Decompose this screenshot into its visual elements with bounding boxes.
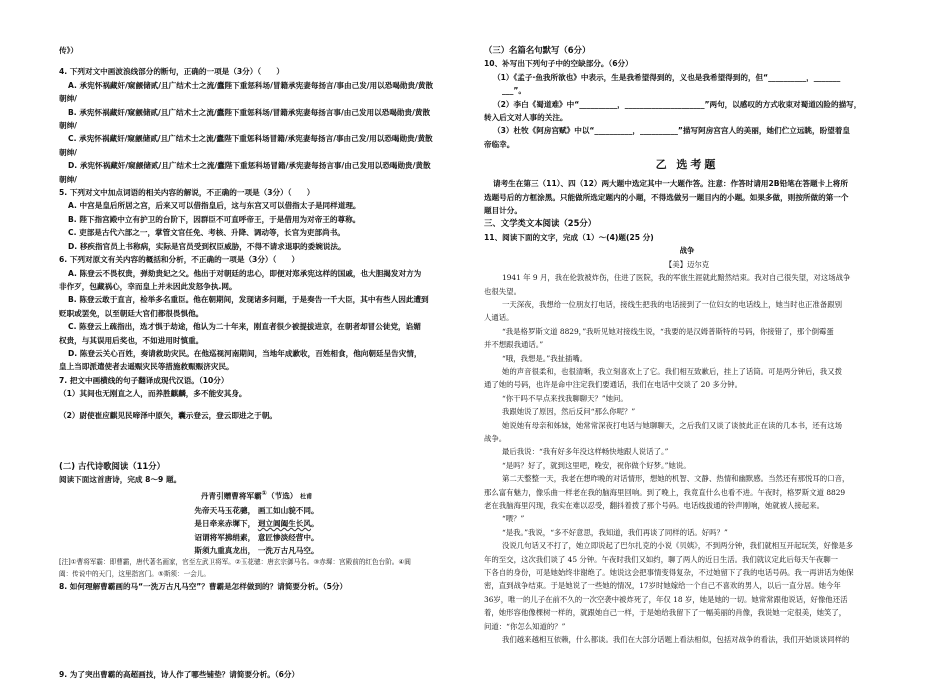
q5-option-b: B. 陛下指宫殿中立有护卫的台阶下，因群臣不可直呼帝王，于是借用为对帝王的尊称。 xyxy=(68,214,361,224)
story-line: 第二天整整一天，我老在想昨晚的对话情形，想她的机智、文静、热情和幽默感。当然还有那悦耳的口音， xyxy=(502,474,850,484)
poem-title-text: 丹青引赠曹将军霸 xyxy=(200,491,262,501)
q6-option-c-cont: 权贵，与其误用后奖也，不如进用时慎重。 xyxy=(59,335,204,345)
story-line: 老在我脑海里闪现，我实在难以忍受，翻抖着拨了那个号码。电话线拔通的铃声刚响，她就被人接起来。 xyxy=(484,501,824,510)
q4-option-c: C. 承宪怀祸藏奸/窥觎储贰/且广结术士之流/蠹陛下重惩科场冒籍/承宪妻每扬言/事由己发/用以恐喝勋贵/黄散 xyxy=(68,134,433,144)
top-line: 传》） xyxy=(59,46,78,55)
story-paragraph xyxy=(484,512,890,525)
dictation-item-1: （1）《孟子·鱼我所欲也》中表示，生是我希望得到的，义也是我希望得到的，但“__________，_______ xyxy=(493,72,841,82)
story-line: 着，她形容他像棵树一样的，就跟她自己一样，于是她给我留下了一幅美丽的肖像，我说她一定很美，她笑了， xyxy=(484,608,847,618)
story-line: 最后我说：“我有好多年没这样畅快地跟人说话了。” xyxy=(502,447,669,457)
q5-option-a: A. 中宫是皇后所居之宫，后来又可以借指皇后，这与东宫又可以借指太子是同样道理。 xyxy=(68,201,361,211)
question-8: 8. 如何理解曹霸画的马“一洗万古凡马空”？曹霸是怎样做到的？请简要分析。（5分） xyxy=(59,582,348,592)
question-9: 9. 为了突出曹霸的高超画技，诗人作了哪些铺垫？请简要分析。（6分） xyxy=(59,669,300,679)
story-line: “喂？” xyxy=(502,514,525,524)
story-paragraph xyxy=(484,633,890,646)
poetry-intro: 阅读下面这首唐诗，完成 8～9 题。 xyxy=(59,475,182,485)
poem-line-pair-1: 先帝天马玉花骢， 画工如山貌不同。 xyxy=(194,505,319,515)
poetry-heading: (二) 古代诗歌阅读（11分） xyxy=(59,460,165,471)
story-line: “哦，我想是。”我扯插嘴。 xyxy=(502,353,588,363)
question-4 xyxy=(59,65,454,186)
story-paragraph xyxy=(484,365,890,392)
story-line: “你干吗不早点来找我聊聊天？”她问。 xyxy=(502,393,628,403)
dictation-item-3-cont: 帝临幸。 xyxy=(484,139,515,149)
poem-author: 杜甫 xyxy=(300,493,313,501)
q4-option-b-cont: 朝绅/ xyxy=(59,121,77,131)
story-title: 战争 xyxy=(679,246,695,256)
question-7 xyxy=(59,374,454,422)
story-paragraph xyxy=(484,392,890,405)
story-line: 我跟她说了原因，然后反问“那么你呢？” xyxy=(502,407,636,417)
q4-option-d-cont: 朝绅/ xyxy=(59,174,77,184)
story-paragraph xyxy=(484,271,890,298)
story-line: 没说几句话又不打了，她立即说起了巴尔扎克的小说《贝姨》，不到两分钟，我们就相互开起玩笑，好像是多 xyxy=(502,541,854,551)
story-line: 她的声音很柔和，也很清晰，我立刻喜欢上了它。我们相互致歉后，挂上了话筒。可是两分钟后，我又拨 xyxy=(502,366,842,376)
q7-sentence-2: （2）尉使崔应麒见民啼泽中原矢，囊示登云，登云即进之于朝。 xyxy=(59,410,277,420)
story-line: 我们越来越相互依赖，什么都谈。我们在大部分话题上看法相似，包括对战争的看法，我们开始谈谈同样的 xyxy=(502,635,850,645)
story-paragraph xyxy=(484,445,890,458)
poetry-section xyxy=(59,460,454,580)
elective-line-1: 请考生在第三（11）、四（12）两大题中选定其中一大题作答。注意：作答时请用2B铅笔在答题卡上将所 xyxy=(493,179,848,189)
q4-option-a-cont: 朝绅/ xyxy=(59,94,77,104)
story-line: 人通话。 xyxy=(484,313,514,323)
story-line: 她说她有母亲和姊妹，她常常深夜打电话与她聊聊天，之后我们又谈了谈彼此正在读的几本书，还有这场 xyxy=(502,420,842,430)
question-6 xyxy=(59,253,454,374)
story-paragraph xyxy=(484,539,890,633)
poem-line-7: 斯须九重真龙出 xyxy=(194,545,248,555)
dictation-item-2-cont: 转入后文对人事的关注。 xyxy=(484,113,568,123)
q6-option-d-cont: 皇上当即派遣使者去遥赈灾民等措施救赈赈济灾民。 xyxy=(59,362,234,372)
left-column xyxy=(59,44,454,681)
story-paragraph xyxy=(484,526,890,539)
q6-option-c: C. 陈登云上疏指出，选才惧于劫途，他认为二十年来，刚直者很少被提拔进京，在朝者却冒公徒党，谄媚 xyxy=(68,322,421,332)
story-line: 并不想跟我通话。” xyxy=(484,340,544,350)
q6-option-d: D. 陈登云关心百姓，奏请救助灾民。在他巡视河南期间，当地年成歉收，百姓相食，他向朝廷呈告灾情， xyxy=(68,348,422,358)
poem-line-2: 画工如山貌不同。 xyxy=(257,505,319,515)
story-paragraph xyxy=(484,298,890,325)
q7-stem: 7. 把文中画横线的句子翻译成现代汉语。（10分） xyxy=(59,375,229,385)
poem-line-4: 迥立阊阖生长风 xyxy=(257,519,311,529)
question-5 xyxy=(59,186,454,253)
story-line: 也很失望。 xyxy=(484,286,521,296)
story-paragraph xyxy=(484,419,890,446)
story-paragraph xyxy=(484,405,890,418)
story-line: 1941 年 9 月，我在伦敦被炸伤，住进了医院，我的军旅生涯就此黯然结束。我对自己很失望，对这场战争 xyxy=(502,273,851,283)
q7-sentence-1: （1）其间也无刚直之人，而养胜麒麟，多不能安其身。 xyxy=(59,389,247,399)
q6-stem: 6. 下列对原文有关内容的概括和分析，不正确的一项是（3分）（ ） xyxy=(59,255,300,265)
story-line: 一天深夜，我想给一位朋友打电话，接线生把我的电话接到了一位妇女的电话线上，她当时也正准备跟别 xyxy=(502,299,842,309)
q4-option-a: A. 承宪怀祸藏奸/窥觎储贰/且广结术士之流/蠹陛下重惩科场/冒籍承宪妻每扬言/事由己发/用以恐喝勋贵/黄散 xyxy=(68,80,434,90)
story-line: 战争。 xyxy=(484,433,507,443)
poem-line-3: 是日牵来赤墀下 xyxy=(194,519,248,529)
right-column xyxy=(484,44,890,646)
q4-stem: 4. 下列对文中画波浪线部分的断句，正确的一项是（3分）（ ） xyxy=(59,67,284,77)
poem-line-pair-3: 诏谓将军拂绢素， 意匠惨淡经营中。 xyxy=(194,532,319,542)
poem-line-pair-2: 是日牵来赤墀下， 迥立阊阖生长风。 xyxy=(194,519,319,529)
q5-stem: 5. 下列对文中加点词语的相关内容的解说，不正确的一项是（3分）（ ） xyxy=(59,188,315,198)
story-line: 那么富有魅力，像乐曲一样老在我的脑海里回响。到了晚上，我竟直什么也看不进。午夜时，格罗斯文道 8829 xyxy=(484,487,846,497)
story-paragraph xyxy=(484,352,890,365)
q6-option-a: A. 陈登云不畏权贵，弹劾贵妃之父。他出于对朝廷的忠心，即便对郑承宪这样的国戚，也大胆揭发对方为 xyxy=(68,268,422,278)
story-line: 密，直到战争结束。于是她说了一些她的情况，17岁时她嫁给一个自己不喜欢的男人，以后一直分居。她今年 xyxy=(484,581,841,591)
poem-line-5: 诏谓将军拂绢素 xyxy=(194,532,248,542)
q4-option-c-cont: 朝绅/ xyxy=(59,147,77,157)
story-paragraph xyxy=(484,472,890,512)
story-paragraph xyxy=(484,459,890,472)
story-line: 年的至交，这次我们谈了 45 分钟。午夜时我们又如约，聊了两人的近日生活。我们就议定此后每天午夜聊一 xyxy=(484,554,839,564)
q6-option-b-cont: 贬职或罢免，以至朝廷大官们都很畏惧他。 xyxy=(59,308,204,318)
poem-line-pair-4: 斯须九重真龙出， 一洗万古凡马空。 xyxy=(194,545,319,555)
elective-line-2: 选题号后的方框涂黑。只能做所选定题内的小题，不得选做另一题目内的小题。如果多做，则按所做的第一个 xyxy=(484,192,849,202)
story-line: 36岁，唯一的儿子在前不久的一次空袭中被炸死了，年仅 18 岁，她是她的一切。她常常跟他说话，好像他还活 xyxy=(484,594,848,604)
story-line: “我是格罗斯文道 8829，”我听见她对接线生说，“我要的是汉姆普斯特的号码，你接错了，那个倒霉蛋 xyxy=(502,326,834,336)
poem-line-6: 意匠惨淡经营中。 xyxy=(257,532,319,542)
q4-option-b: B. 承宪怀祸藏奸/窥觎储贰/且广结术士之流/蠹陛下重惩科场/冒籍承宪妻每扬言事/由己发用以恐喝勋贵/黄散 xyxy=(68,107,431,117)
story-line: “是我。”我说，“多不好意思，我知道，我们再谈了同样的话。好吗？” xyxy=(502,527,728,537)
story-line: 下各自的身份，可是她始终非谢绝了。她说这会把事情变得复杂，不过她留下了我的电话号码。我一再讲话为她保 xyxy=(484,568,854,578)
q4-option-d: D. 承宪怀祸藏奸/窥觎储贰/且广结术士之流/蠹陛下重惩科场冒籍/承宪妻每扬言事/由己发用以恐喝勋贵/黄散 xyxy=(68,161,431,171)
story-line: 问道：“你怎么知道的？” xyxy=(484,621,566,631)
elective-heading: 乙 选考题 xyxy=(655,158,719,172)
dictation-item-2: （2）李白《蜀道难》中“__________，_____________________”两句，以感叹的方式收束对蜀道凶险的描写， xyxy=(493,99,862,109)
dictation-heading: （三）名篇名句默写（6分） xyxy=(484,45,591,55)
literary-stem: 11、阅读下面的文字，完成（1）～(4)题(25 分) xyxy=(484,232,654,242)
poem-line-1: 先帝天马玉花骢 xyxy=(194,505,248,515)
q6-option-b: B. 陈登云敢于直言，检举多名重臣。他在朝期间，发现诸多问题，于是奏告一千大臣，其中有些人因此遭到 xyxy=(68,295,429,305)
q6-option-a-cont: 非作歹，包藏祸心，幸而皇上并未因此发怒争执.网。 xyxy=(59,281,237,291)
dictation-item-3: （3）杜牧《阿房宫赋》中以“__________，__________”描写阿房宫宫人的美丽，她们伫立远眺，盼望着皇 xyxy=(493,126,850,136)
q5-option-c: C. 吏部是古代六部之一，掌管文官任免、考核、升降、调动等，长官为吏部尚书。 xyxy=(68,228,345,238)
story-line: 通了她的号码，也许是命中注定我们要通话，我们在电话中交谈了 20 多分钟。 xyxy=(484,380,742,390)
poem-title-note: （节选） xyxy=(267,491,298,501)
story-author: 【美】迈尔克 xyxy=(664,259,710,269)
poem-note-2: 阖：传说中的天门，这里指宫门。⑤斯须：一会儿。 xyxy=(59,569,210,578)
q5-option-d: D. 移疾指官员上书称病，实际是官员受到权臣威胁，不得不请求退职的委婉说法。 xyxy=(68,241,346,251)
poem-line-8: 一洗万古凡马空 xyxy=(257,545,311,555)
dictation-item-1-cont: ___”。 xyxy=(502,86,526,96)
literary-heading: 三、文学类文本阅读（25分） xyxy=(484,218,597,229)
story-line: “是吗？好了，就到这里吧，晚安，祝你做个好梦。”她说。 xyxy=(502,460,691,470)
poem-title xyxy=(59,487,454,504)
dictation-stem: 10、补写出下列句子中的空缺部分。（6分） xyxy=(484,59,633,69)
poem-title-sup: ① xyxy=(261,489,268,497)
story-paragraph xyxy=(484,325,890,352)
elective-line-3: 题目计分。 xyxy=(484,206,522,216)
poem-note-1: [注]①曹将军霸：即曹霸，唐代著名画家，官至左武卫将军。②玉花骢：唐玄宗御马名。③赤墀：宫殿前的红色台阶。④阊 xyxy=(59,558,411,567)
story-text xyxy=(484,244,890,646)
